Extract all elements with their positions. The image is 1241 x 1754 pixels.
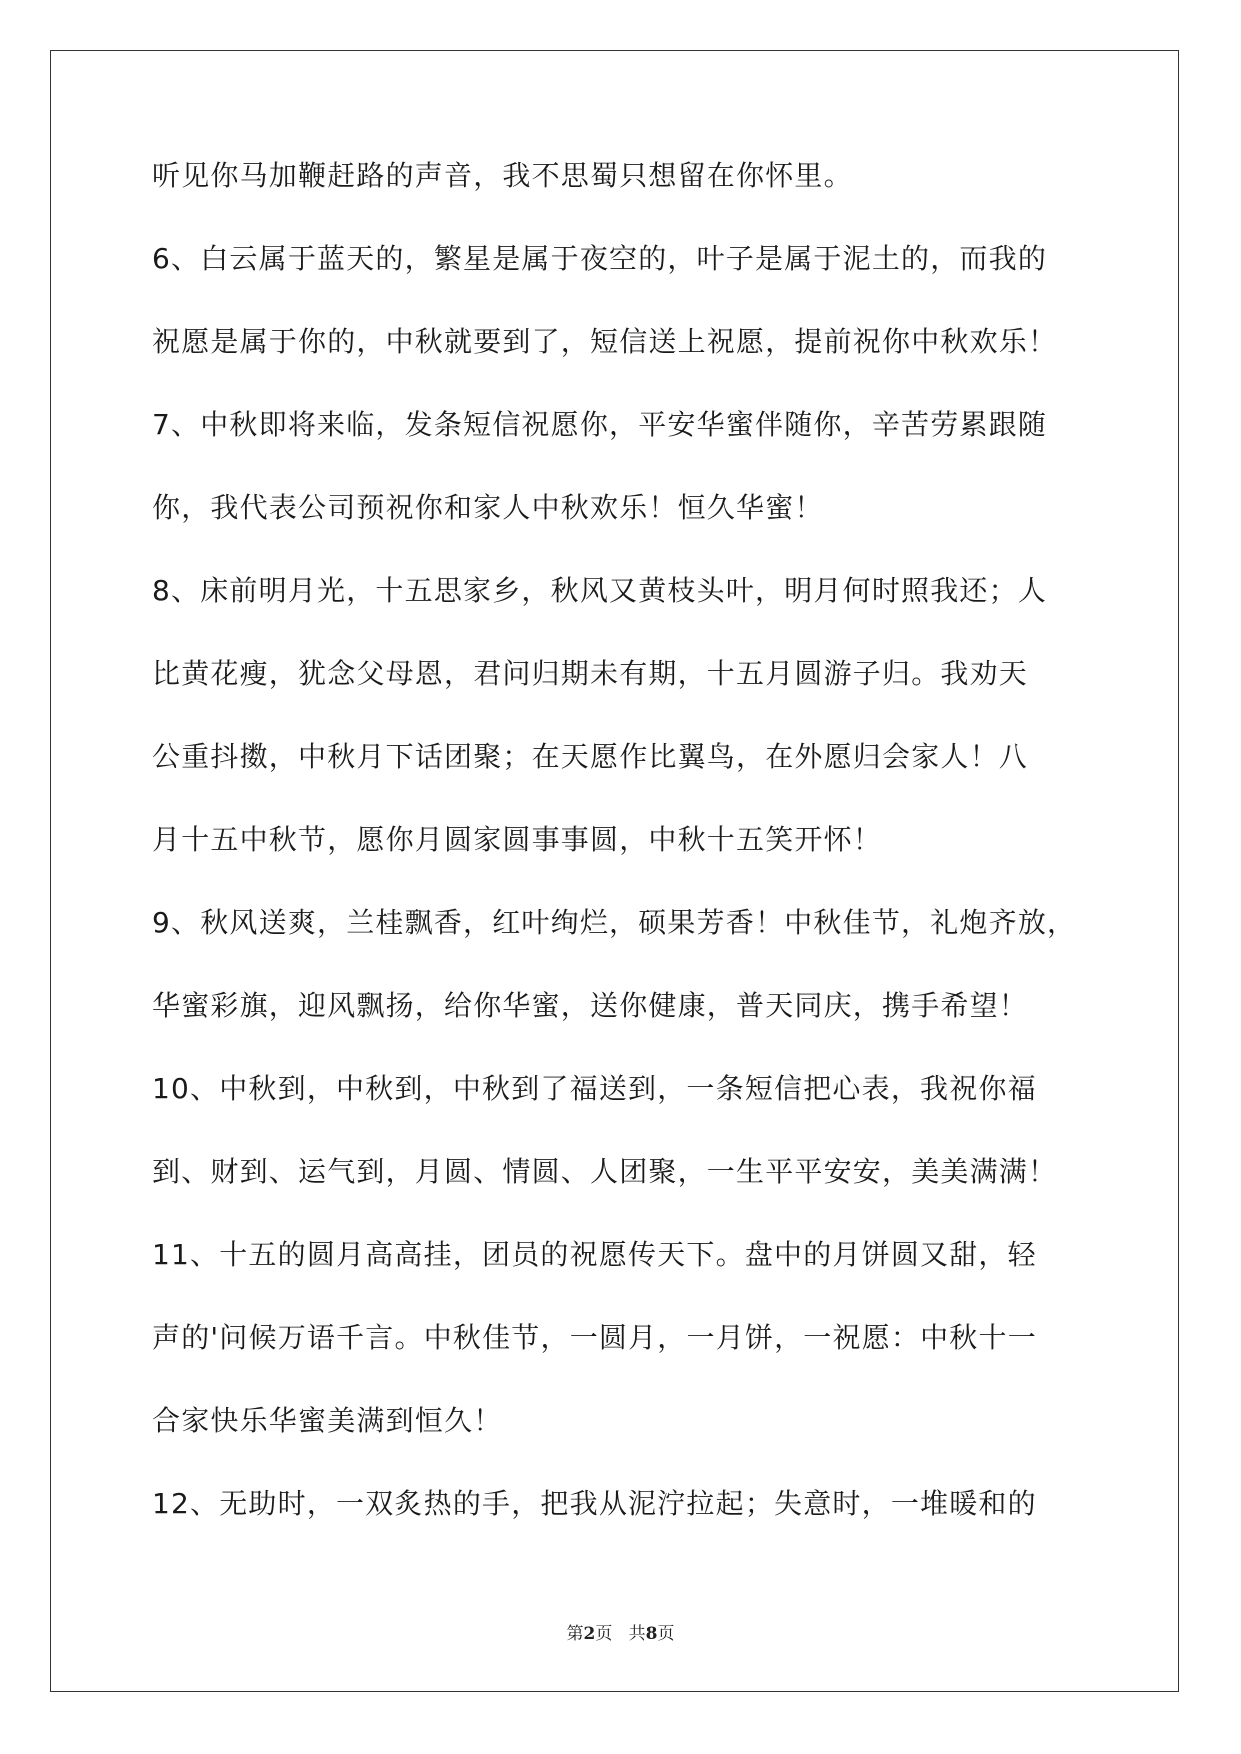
text-line: 祝愿是属于你的，中秋就要到了，短信送上祝愿，提前祝你中秋欢乐！ (152, 325, 1058, 358)
text-line: 你，我代表公司预祝你和家人中秋欢乐！恒久华蜜！ (152, 491, 824, 524)
text-line: 10、中秋到，中秋到，中秋到了福送到，一条短信把心表，我祝你福 (152, 1072, 1037, 1105)
text-line: 华蜜彩旗，迎风飘扬，给你华蜜，送你健康，普天同庆，携手希望！ (152, 989, 1029, 1022)
footer-total-prefix: 共 (628, 1624, 646, 1644)
text-line: 8、床前明月光，十五思家乡，秋风又黄枝头叶，明月何时照我还；人 (152, 574, 1048, 607)
text-line: 11、十五的圆月高高挂，团员的祝愿传天下。盘中的月饼圆又甜，轻 (152, 1238, 1037, 1271)
text-line: 月十五中秋节，愿你月圆家圆事事圆，中秋十五笑开怀！ (152, 823, 883, 856)
page-footer (0, 1619, 1241, 1644)
text-line: 7、中秋即将来临，发条短信祝愿你，平安华蜜伴随你，辛苦劳累跟随 (152, 408, 1048, 441)
footer-page-unit: 页 (595, 1624, 613, 1644)
text-line: 12、无助时，一双炙热的手，把我从泥泞拉起；失意时，一堆暖和的 (152, 1487, 1037, 1520)
document-body (152, 160, 1092, 1571)
text-line: 到、财到、运气到，月圆、情圆、人团聚，一生平平安安，美美满满！ (152, 1155, 1058, 1188)
text-line: 6、白云属于蓝天的，繁星是属于夜空的，叶子是属于泥土的，而我的 (152, 242, 1048, 275)
text-line: 合家快乐华蜜美满到恒久！ (152, 1404, 503, 1437)
text-line: 9、秋风送爽，兰桂飘香，红叶绚烂，硕果芳香！中秋佳节，礼炮齐放， (152, 906, 1077, 939)
text-line: 听见你马加鞭赶路的声音，我不思蜀只想留在你怀里。 (152, 159, 853, 192)
text-line: 声的'问候万语千言。中秋佳节，一圆月，一月饼，一祝愿：中秋十一 (152, 1321, 1037, 1354)
text-line: 公重抖擞，中秋月下话团聚；在天愿作比翼鸟，在外愿归会家人！八 (152, 740, 1029, 773)
total-pages-number: 8 (645, 1624, 658, 1644)
footer-prefix: 第 (566, 1624, 584, 1644)
current-page-number: 2 (583, 1624, 596, 1644)
footer-total-unit: 页 (657, 1624, 675, 1644)
text-line: 比黄花瘦，犹念父母恩，君问归期未有期，十五月圆游子归。我劝天 (152, 657, 1029, 690)
